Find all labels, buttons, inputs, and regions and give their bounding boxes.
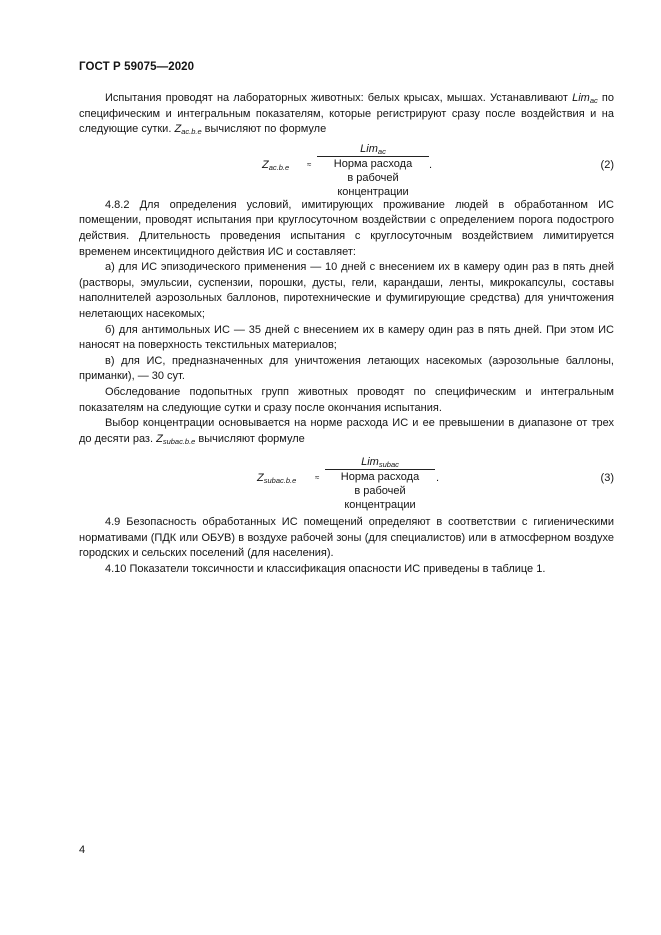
list-item-a: а) для ИС эпизодического применения — 10 дней с внесением их в камеру один раз в пять дней (растворы, эмульсии, суспензии, порошки, дусты, гели, карандаши, ленты, микрокапсулы, составы наполнителей аэрозольных баллонов, пиротехнические и фумигирующие средства) для уничтожения нелетающих насекомых; bbox=[79, 261, 614, 320]
formula-2-lhs: $Z_{ac.b.e}$ bbox=[262, 158, 290, 172]
formula-2: $Z_{ac.b.e}$ ≈ Lim$_{ac}$ Норма расхода в рабочей концентрации . (2) bbox=[262, 142, 614, 198]
paragraph-4-10: 4.10 Показатели токсичности и классификация опасности ИС приведены в таблице 1. bbox=[105, 563, 546, 576]
lim-symbol: Lim$_{ac}$ bbox=[572, 92, 598, 105]
list-item-b: б) для антимольных ИС — 35 дней с внесением их в камеру один раз в пять дней. При этом ИС наносят на поверхность текстильных материалов; bbox=[79, 323, 614, 352]
paragraph-examination: Обследование подопытных групп животных проводят по специфическим и интегральным показателям на следующие сутки и сразу после окончания испытания. bbox=[79, 385, 614, 414]
paragraph-concentration: Выбор концентрации основывается на норме расхода ИС и ее превышении в диапазоне от трех до десяти раз. $Z_{subac.b.e}$ вычисляют формуле bbox=[79, 417, 614, 446]
formula-3-number: (3) bbox=[600, 472, 614, 485]
list-item-v: в) для ИС, предназначенных для уничтожения летающих насекомых (аэрозольные баллоны, приманки), — 30 сут. bbox=[79, 354, 614, 383]
formula-3-denominator-note: в рабочей концентрации bbox=[344, 485, 416, 512]
formula-2-numerator: Lim$_{ac}$ bbox=[360, 142, 386, 156]
paragraph-4-9: 4.9 Безопасность обработанных ИС помещений определяют в соответствии с гигиеническими нормативами (ПДК или ОБУВ) в воздухе рабочей зоны (для специалистов) или в атмосферном воздухе городских и сельских поселений (для населения). bbox=[79, 516, 614, 560]
standard-header: ГОСТ Р 59075—2020 bbox=[79, 61, 195, 73]
formula-2-approx: ≈ bbox=[307, 159, 312, 169]
formula-3-approx: ≈ bbox=[315, 473, 320, 483]
page-number: 4 bbox=[79, 844, 86, 856]
formula-2-fraction bbox=[317, 142, 429, 199]
z-symbol: $Z_{subac.b.e}$ bbox=[156, 432, 196, 446]
document-body bbox=[79, 91, 614, 578]
z-symbol: $Z_{ac.b.e}$ bbox=[174, 123, 202, 137]
paragraph-lab-tests: Испытания проводят на лабораторных животных: белых крысах, мышах. Устанавливают Lim$_{ac}$ по специфическим и интегральным показателям, которые регистрируют сразу после воздействия и на следующие сутки. $Z_{ac.b.e}$ вычисляют по формуле bbox=[79, 92, 614, 137]
paragraph-4-8-2: 4.8.2 Для определения условий, имитирующих проживание людей в обработанном ИС помещении, проводят испытания при круглосуточном воздействии с определением порога подострого действия. Длительность проведения испытания с круглосуточным воздействием лимитируется временем инсектицидного действия ИС и составляет: bbox=[79, 198, 614, 258]
formula-2-denominator: Норма расхода bbox=[333, 157, 413, 170]
formula-3-denominator: Норма расхода bbox=[340, 471, 420, 484]
formula-3-fraction bbox=[325, 455, 435, 512]
formula-3-numerator: Lim$_{subac}$ bbox=[361, 456, 399, 470]
formula-3-lhs: $Z_{subac.b.e}$ bbox=[257, 472, 297, 486]
formula-2-number: (2) bbox=[600, 158, 614, 171]
formula-3: $Z_{subac.b.e}$ ≈ Lim$_{subac}$ Норма расхода в рабочей концентрации . (3) bbox=[257, 456, 614, 512]
formula-2-denominator-note: в рабочей концентрации bbox=[337, 171, 409, 198]
